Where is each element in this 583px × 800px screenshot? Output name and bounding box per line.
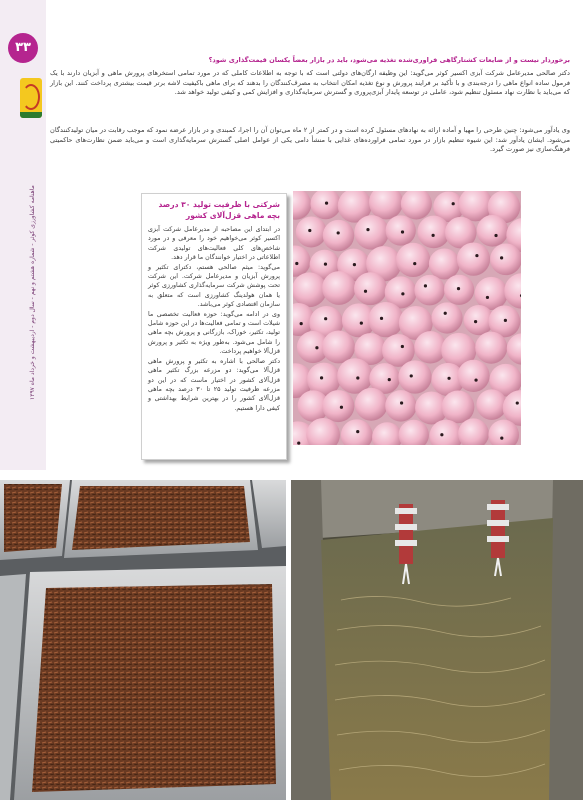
fish-egg [490,243,521,275]
fish-egg [385,390,416,421]
article-paragraph-2: وی یادآور می‌شود: چنین طرحی را مهیا و آماده ارائه به نهادهای مسئول کرده است و در کمتر از ۲ ماه می‌توان آن را اجرا، کمبندی و در بازار عرضه نمود که موجب رقابت در میان تولیدکنندگان می‌شود. ایشان یادآور شد: این شیوه تنظیم بازار در مورد تمامی فراورده‌های غذایی با منشأ دامی یکی از عوامل اصلی گسترش سرمایه‌گذاری است و می‌باید ضمن نظارت‌های حاکمیتی فرهنگ‌سازی نیز صورت گیرد. [50,126,571,154]
embryo-eye [432,234,435,237]
fish-egg [293,191,311,220]
fish-egg [322,390,354,422]
embryo-eye [452,202,455,205]
sidebar-paragraph-2: می‌گوید: میثم صالحی هستم، دکترای تکثیر و پرورش آبزیان و مدیرعامل شرکت. این شرکت تحت پوشش شرکت سرمایه‌گذاری کشاورزی کوثر یا همان هولدینگ کشاورزی است که متعلق به سازمان اقتصادی کوثر می‌باشد. [148,263,280,309]
embryo-eye [364,290,367,293]
hatchery-tanks-photo [0,480,286,800]
embryo-eye [380,317,383,320]
fish-egg [386,215,416,245]
sidebar-paragraph-3: وی در ادامه می‌گوید: حوزه فعالیت تخصصی ما شیلات است و تمامی فعالیت‌ها در این حوزه شامل تولید، تکثیر، خوراک، بازرگانی و پرورش بچه ماهی را شامل می‌شود. به‌طور ویژه به تکثیر و پرورش قزل‌آلا خواهیم پرداخت. [148,310,280,356]
logo-swirl-icon [22,84,40,110]
embryo-eye [475,254,478,257]
sidebar-paragraph-4: دکتر صالحی با اشاره به تکثیر و پرورش ماهی قزل‌آلا می‌گوید: دو مزرعه بزرگ تکثیر ماهی قزل‌آلای کشور در اختیار ماست که در این دو مزرعه ظرفیت تولید ۲۵ تا ۳۰ درصد بچه ماهی قزل‌آلای کشور را در بهترین شرایط بهداشتی و کیفی دارا هستیم. [148,357,280,412]
fish-egg [293,272,327,307]
fish-egg [322,271,356,305]
fish-egg [296,217,327,248]
fish-eggs-photo [293,191,521,445]
embryo-eye [457,287,460,290]
sidebar-title: شرکتی با ظرفیت تولید ۳۰ درصد بچه ماهی قزل‌آلای کشور [158,200,280,220]
fish-egg [477,215,509,247]
fish-egg [476,389,507,420]
embryo-eye [315,346,318,349]
embryo-eye [500,437,503,440]
fish-egg [354,215,389,250]
embryo-eye [440,433,443,436]
embryo-eye [356,376,359,379]
fish-egg [457,360,489,392]
fish-egg [310,191,340,219]
embryo-eye [504,319,507,322]
embryo-eye [401,292,404,295]
fish-egg [398,360,431,393]
fish-egg [396,243,430,277]
embryo-eye [353,263,356,266]
embryo-eye [360,322,363,325]
running-footer: ماهنامه کشاورزی کوثر - شماره هشتم و نهم - سال دوم - اردیبهشت و خرداد ماه ۱۳۹۷ [29,185,36,401]
embryo-eye [401,230,404,233]
page-number: ۳۳ [8,33,38,63]
fish-egg [414,275,444,305]
magazine-logo [20,78,42,118]
embryo-eye [320,376,323,379]
fish-egg [293,245,311,276]
fish-egg [507,333,521,364]
embryo-eye [474,378,477,381]
fish-egg [457,243,490,276]
embryo-eye [424,284,427,287]
embryo-eye [337,231,340,234]
fish-egg [354,272,387,305]
sidebar-box [141,193,287,460]
embryo-eye [400,401,403,404]
embryo-eye [388,378,391,381]
embryo-eye [295,262,298,265]
embryo-eye [516,401,519,404]
embryo-eye [444,312,447,315]
embryo-eye [474,320,477,323]
fish-egg [429,248,460,279]
logo-bar [20,112,42,118]
fish-egg [369,191,403,219]
embryo-eye [500,256,503,259]
embryo-eye [325,202,328,205]
embryo-eye [410,374,413,377]
embryo-eye [324,317,327,320]
water-basin-photo [291,480,583,800]
embryo-eye [308,229,311,232]
fish-egg [368,302,403,337]
fish-egg [401,191,432,219]
embryo-eye [494,234,497,237]
article-lead: برخوردار نیست و از ضایعات کشتارگاهی فراوری‌شده تغذیه می‌شود، باید در بازار بعضاً یکسان قیمت‌گذاری شود؟ [208,56,570,64]
embryo-eye [366,228,369,231]
fish-egg [372,422,402,445]
fish-egg [442,391,475,424]
embryo-eye [300,322,303,325]
embryo-eye [413,262,416,265]
article-paragraph-1: دکتر صالحی مدیرعامل شرکت آبزی اکسیر کوثر می‌گوید: این وظیفه ارگان‌های دولتی است که با توجه به اطلاعات کاملی که در مورد تمامی استخرهای پرورش ماهی و آبزیان دارند با یک فرمول ساده انواع ماهی را درجه‌بندی و با تأکید بر فرایند پرورش و نوع تغذیه امکان انتخاب به مصرف‌کنندگان را بدهند که برای ماهی باکیفیت لاشه برتر قیمت بیشتری پرداخت کنند. این بازار که می‌باید با نظارت نهاد مسئول تنظیم شود، عاملی در توسعه پایدار آبزی‌پروری و گسترش سرمایه‌گذاری و افزایش کمی و کیفی تولید خواهد شد. [50,69,570,97]
fish-egg [431,302,462,333]
fish-egg [475,332,507,364]
embryo-eye [401,345,404,348]
embryo-eye [324,263,327,266]
embryo-eye [297,442,300,445]
fish-egg [322,331,355,364]
fish-egg [337,358,373,394]
fish-egg [306,418,340,445]
sidebar-paragraph-1: در ابتدای این مصاحبه از مدیرعامل شرکت آبزی اکسیر کوثر می‌خواهیم خود را معرفی و در مورد شاخص‌های کلی فعالیت‌های تولیدی شرکت اطلاعاتی در اختیار خوانندگان ما قرار دهد. [148,226,280,262]
embryo-eye [340,406,343,409]
fish-egg [323,220,354,251]
fish-egg [355,388,388,421]
fish-egg [504,273,521,308]
embryo-eye [447,377,450,380]
embryo-eye [486,296,489,299]
fish-egg [399,420,429,445]
embryo-eye [356,430,359,433]
